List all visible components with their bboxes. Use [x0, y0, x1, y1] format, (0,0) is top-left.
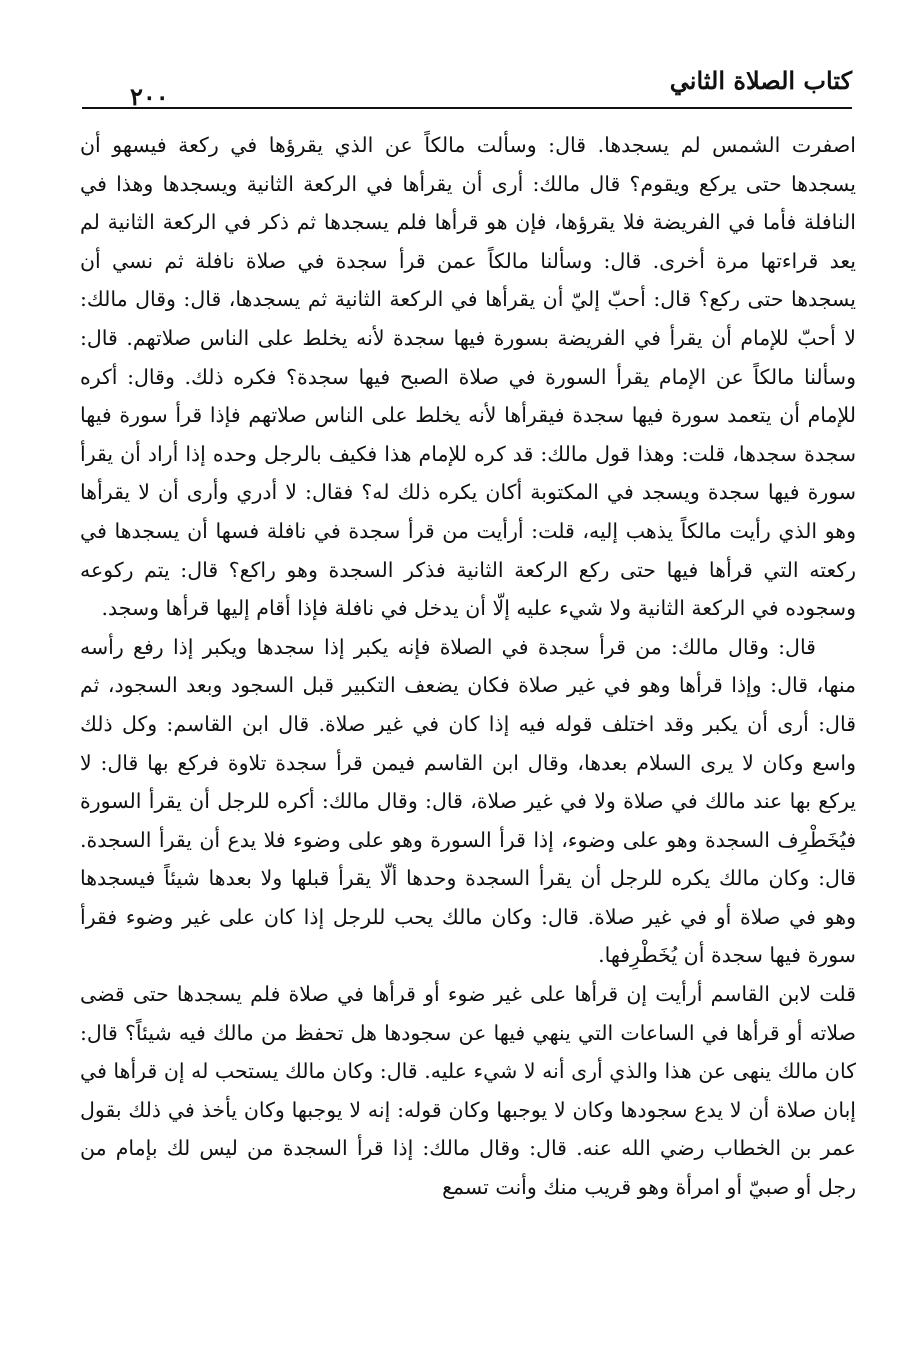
header-divider — [82, 107, 852, 109]
page-body — [80, 126, 856, 1207]
running-header — [82, 62, 852, 111]
page-number: ٢٠٠ — [130, 82, 169, 111]
paragraph: قال: وقال مالك: من قرأ سجدة في الصلاة فإنه يكبر إذا سجدها ويكبر إذا رفع رأسه منها، قال: وإذا قرأها وهو في غير صلاة فكان يضعف التكبير قبل السجود وبعد السجود، ثم قال: أرى أن يكبر وقد اختلف قوله فيه إذا كان في غير صلاة. قال ابن القاسم: وكل ذلك واسع وكان لا يرى السلام بعدها، وقال ابن القاسم فيمن قرأ سجدة تلاوة فركع بها قال: لا يركع بها عند مالك في صلاة ولا في غير صلاة، قال: وقال مالك: أكره للرجل أن يقرأ السورة فيُخَطْرِف السجدة وهو على وضوء، إذا قرأ السورة وهو على وضوء فلا يدع أن يقرأ السجدة. قال: وكان مالك يكره للرجل أن يقرأ السجدة وحدها ألّا يقرأ قبلها ولا بعدها شيئاً فيسجدها وهو في صلاة أو في غير صلاة. قال: وكان مالك يحب للرجل إذا كان على غير وضوء فقرأ سورة فيها سجدة أن يُخَطْرِفها. — [80, 634, 856, 968]
paragraph: اصفرت الشمس لم يسجدها. قال: وسألت مالكاً عن الذي يقرؤها في ركعة فيسهو أن يسجدها حتى يركع ويقوم؟ قال مالك: أرى أن يقرأها في الركعة الثانية ويسجدها وهذا في النافلة فأما في الفريضة فلا يقرؤها، فإن هو قرأها فلم يسجدها ثم ذكر في الركعة الثانية لم يعد قراءتها مرة أخرى. قال: وسألنا مالكاً عمن قرأ سجدة في صلاة نافلة ثم نسي أن يسجدها حتى ركع؟ قال: أحبّ إليّ أن يقرأها في الركعة الثانية ثم يسجدها، قال: وقال مالك: لا أحبّ للإمام أن يقرأ في الفريضة بسورة فيها سجدة لأنه يخلط على الناس صلاتهم. قال: وسألنا مالكاً عن الإمام يقرأ السورة في صلاة الصبح فيها سجدة؟ فكره ذلك. وقال: أكره للإمام أن يتعمد سورة فيها سجدة فيقرأها لأنه يخلط على الناس صلاتهم فإذا قرأ سورة فيها سجدة سجدها، قلت: وهذا قول مالك: قد كره للإمام هذا فكيف بالرجل وحده إذا أراد أن يقرأ سورة فيها سجدة ويسجد في المكتوبة أكان يكره ذلك له؟ فقال: لا أدري وأرى أن لا يقرأها وهو الذي رأيت مالكاً يذهب إليه، قلت: أرأيت من قرأ سجدة في نافلة فسها أن يسجدها في ركعته التي قرأها فيها حتى ركع الركعة الثانية فذكر السجدة وهو راكع؟ قال: يتم ركوعه وسجوده في الركعة الثانية ولا شيء عليه إلّا أن يدخل في نافلة فإذا أقام إليها قرأها وسجد. — [80, 133, 856, 621]
book-title: كتاب الصلاة الثاني — [669, 66, 852, 95]
paragraph: قلت لابن القاسم أرأيت إن قرأها على غير ضوء أو قرأها في صلاة فلم يسجدها حتى قضى صلاته أو قرأها في الساعات التي ينهي فيها عن سجودها هل تحفظ من مالك فيه شيئاً؟ قال: كان مالك ينهى عن هذا والذي أرى أنه لا شيء عليه. قال: وكان مالك يستحب له إن قرأها في إبان صلاة أن لا يدع سجودها وكان لا يوجبها وكان قوله: إنه لا يوجبها وكان يأخذ في ذلك بقول عمر بن الخطاب رضي الله عنه. قال: وقال مالك: إذا قرأ السجدة من ليس لك بإمام من رجل أو صبيّ أو امرأة وهو قريب منك وأنت تسمع — [80, 982, 856, 1200]
